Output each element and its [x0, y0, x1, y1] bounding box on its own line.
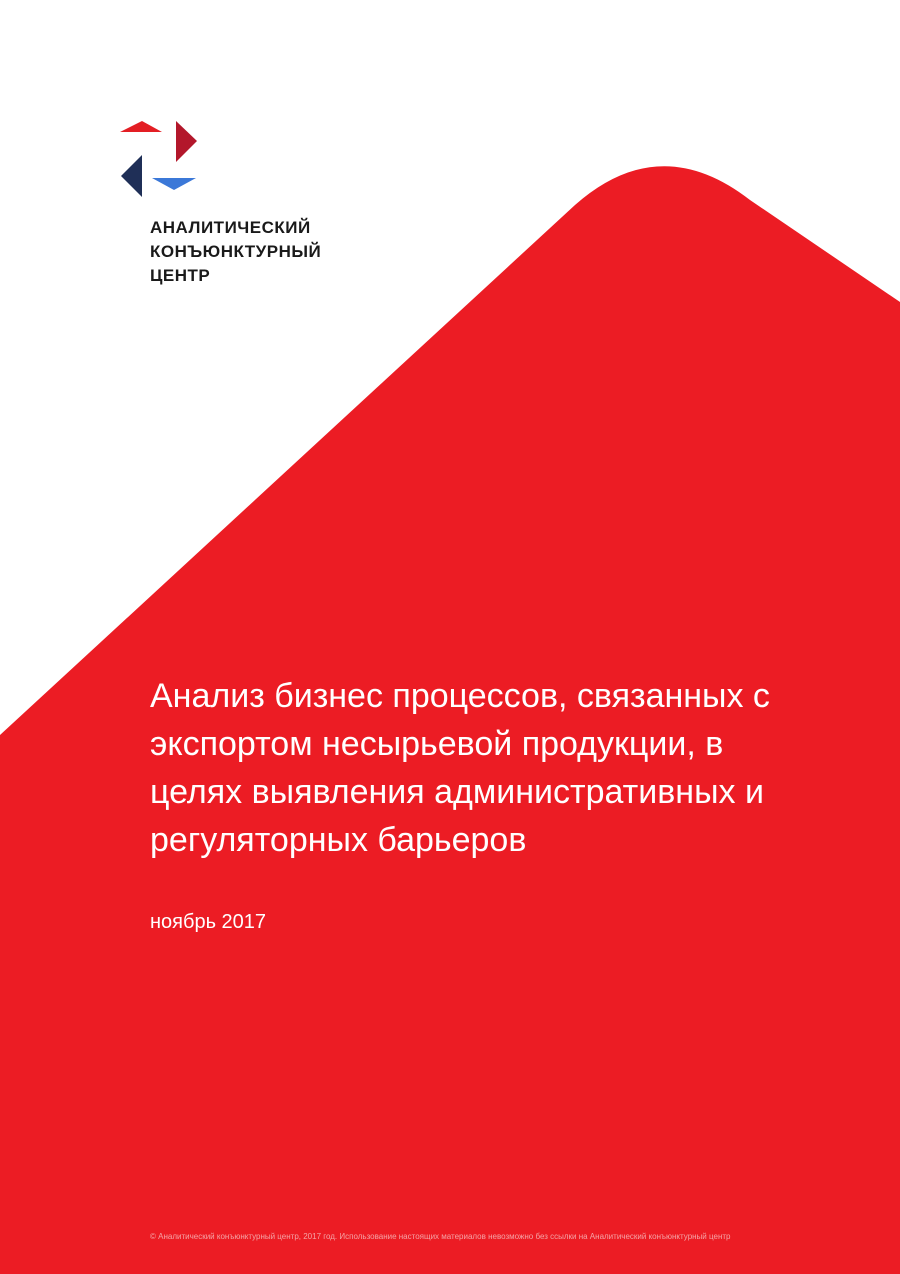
report-title-line: регуляторных барьеров — [150, 821, 527, 859]
organization-name — [150, 216, 321, 288]
report-title-line: целях выявления административных и — [150, 773, 764, 811]
organization-name-line: АНАЛИТИЧЕСКИЙ — [150, 218, 311, 237]
organization-name-line: ЦЕНТР — [150, 266, 211, 285]
logo-top-arrow — [120, 121, 162, 132]
report-title-line: Анализ бизнес процессов, связанных с — [150, 677, 770, 715]
report-title — [150, 672, 850, 864]
company-logo — [118, 118, 202, 202]
logo-right-arrow — [176, 121, 197, 162]
logo-bottom-arrow — [152, 178, 196, 190]
logo-left-arrow — [121, 155, 142, 197]
copyright-footer: © Аналитический конъюнктурный центр, 2017 год. Использование настоящих материалов невозможно без ссылки на Аналитический конъюнктурный центр — [150, 1232, 731, 1241]
report-title-line: экспортом несырьевой продукции, в — [150, 725, 724, 763]
report-date: ноябрь 2017 — [150, 911, 267, 933]
organization-name-line: КОНЪЮНКТУРНЫЙ — [150, 242, 322, 261]
